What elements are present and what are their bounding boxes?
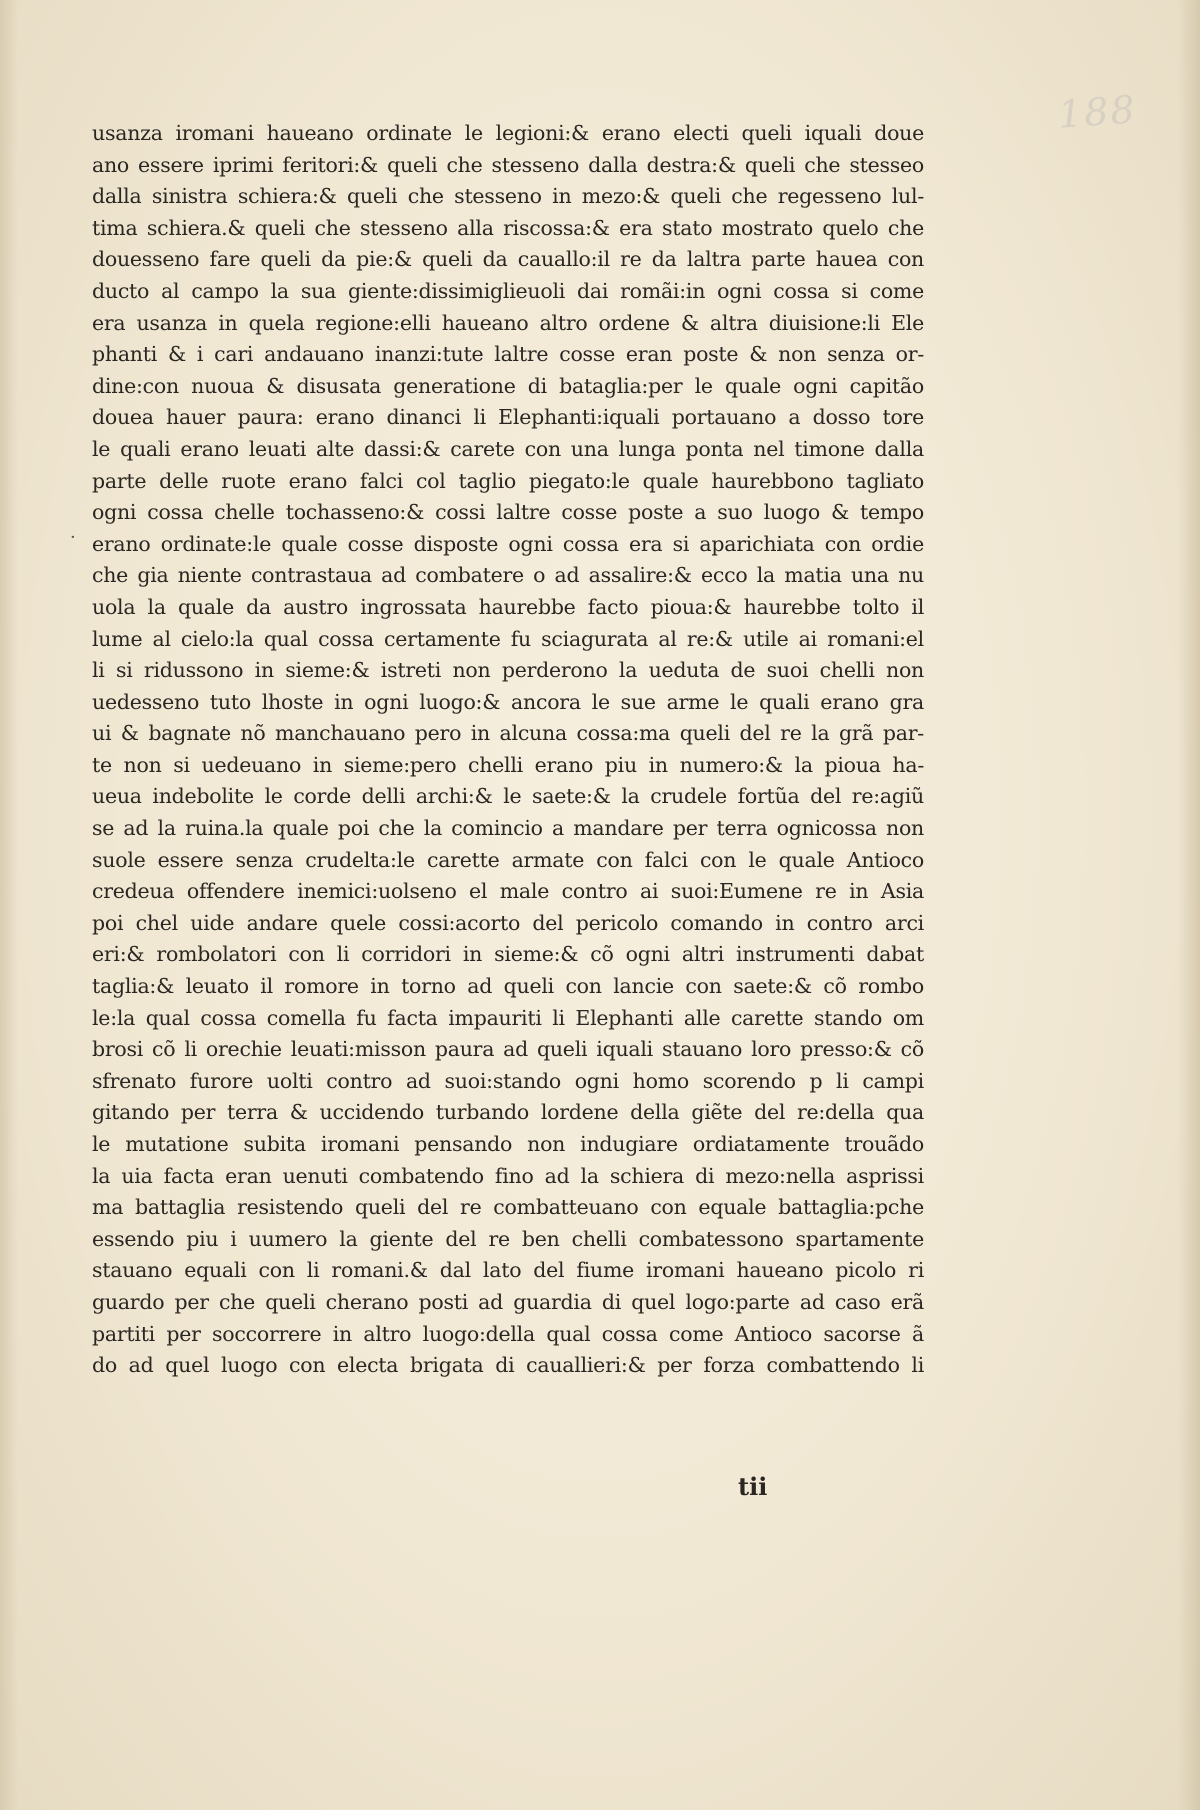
text-line: le mutatione subita iromani pensando non indugiare ordiatamente trouãdo — [92, 1132, 924, 1156]
text-line: stauano equali con li romani.& dal lato del fiume iromani haueano picolo ri — [92, 1258, 924, 1283]
text-line: do ad quel luogo con electa brigata di cauallieri:& per forza combattendo li — [92, 1353, 924, 1378]
page-edge-shadow-left — [0, 0, 18, 1810]
text-line: uedesseno tuto lhoste in ogni luogo:& ancora le sue arme le quali erano gra — [92, 689, 924, 714]
text-line: eri:& rombolatori con li corridori in sieme:& cõ ogni altri instrumenti dabat — [92, 942, 924, 967]
text-line: credeua offendere inemici:uolseno el male contro ai suoi:Eumene re in Asia — [92, 879, 924, 904]
text-line: ducto al campo la sua giente:dissimiglieuoli dai romãi:in ogni cossa si come — [92, 278, 924, 303]
text-line: se ad la ruina.la quale poi che la comincio a mandare per terra ognicossa non — [92, 816, 924, 841]
text-line: le quali erano leuati alte dassi:& carete con una lunga ponta nel timone dalla — [92, 436, 924, 461]
text-line: parte delle ruote erano falci col taglio piegato:le quale haurebbono tagliato — [92, 468, 924, 493]
text-line: brosi cõ li orechie leuati:misson paura ad queli iquali stauano loro presso:& cõ — [92, 1037, 924, 1062]
text-line: ogni cossa chelle tochasseno:& cossi laltre cosse poste a suo luogo & tempo — [92, 500, 924, 525]
text-line: essendo piu i uumero la giente del re ben chelli combatessono spartamente — [92, 1226, 924, 1251]
text-line: erano ordinate:le quale cosse disposte ogni cossa era si aparichiata con ordie — [92, 531, 924, 556]
text-line: usanza iromani haueano ordinate le legioni:& erano electi queli iquali doue — [92, 121, 924, 145]
text-line: che gia niente contrastaua ad combatere o ad assalire:& ecco la matia una nu — [92, 563, 924, 588]
page-edge-shadow-right — [1178, 0, 1200, 1810]
text-line: phanti & i cari andauano inanzi:tute laltre cosse eran poste & non senza or- — [92, 342, 924, 367]
text-line: la uia facta eran uenuti combatendo fino ad la schiera di mezo:nella asprissi — [92, 1163, 924, 1188]
text-line: lume al cielo:la qual cossa certamente fu sciagurata al re:& utile ai romani:el — [92, 626, 924, 651]
margin-mark: · — [70, 527, 76, 548]
text-line: douesseno fare queli da pie:& queli da cauallo:il re da laltra parte hauea con — [92, 247, 924, 272]
text-line: dalla sinistra schiera:& queli che stesseno in mezo:& queli che regesseno lul- — [92, 184, 924, 209]
text-line: tima schiera.& queli che stesseno alla riscossa:& era stato mostrato quelo che — [92, 215, 924, 240]
text-line: sfrenato furore uolti contro ad suoi:stando ogni homo scorendo p li campi — [92, 1068, 924, 1093]
text-line: le:la qual cossa comella fu facta impauriti li Elephanti alle carette stando om — [92, 1005, 924, 1030]
text-line: partiti per soccorrere in altro luogo:della qual cossa come Antioco sacorse ã — [92, 1321, 924, 1346]
text-block — [92, 118, 924, 1382]
text-line: poi chel uide andare quele cossi:acorto del pericolo comando in contro arci — [92, 910, 924, 935]
text-line: ueua indebolite le corde delli archi:& le saete:& la crudele fortũa del re:agiũ — [92, 784, 924, 809]
text-line: suole essere senza crudelta:le carette armate con falci con le quale Antioco — [92, 847, 924, 872]
text-line: douea hauer paura: erano dinanci li Elephanti:iquali portauano a dosso tore — [92, 405, 924, 430]
text-line: te non si uedeuano in sieme:pero chelli erano piu in numero:& la pioua ha- — [92, 752, 924, 777]
text-line: li si ridussono in sieme:& istreti non perderono la ueduta de suoi chelli non — [92, 658, 924, 683]
text-line: era usanza in quela regione:elli haueano altro ordene & altra diuisione:li Ele — [92, 310, 924, 335]
folio-number: 188 — [1056, 87, 1138, 137]
text-line: ma battaglia resistendo queli del re combatteuano con equale battaglia:pche — [92, 1195, 924, 1220]
text-line: guardo per che queli cherano posti ad guardia di quel logo:parte ad caso erã — [92, 1289, 924, 1314]
text-line: ui & bagnate nõ manchauano pero in alcuna cossa:ma queli del re la grã par- — [92, 721, 924, 746]
text-line: ano essere iprimi feritori:& queli che stesseno dalla destra:& queli che stesseo — [92, 152, 924, 177]
text-line: taglia:& leuato il romore in torno ad queli con lancie con saete:& cõ rombo — [92, 974, 924, 999]
signature-mark: tii — [738, 1472, 768, 1501]
text-line: gitando per terra & uccidendo turbando lordene della giẽte del re:della qua — [92, 1100, 924, 1125]
text-line: uola la quale da austro ingrossata haurebbe facto pioua:& haurebbe tolto il — [92, 594, 924, 619]
text-line: dine:con nuoua & disusata generatione di bataglia:per le quale ogni capitão — [92, 373, 924, 398]
